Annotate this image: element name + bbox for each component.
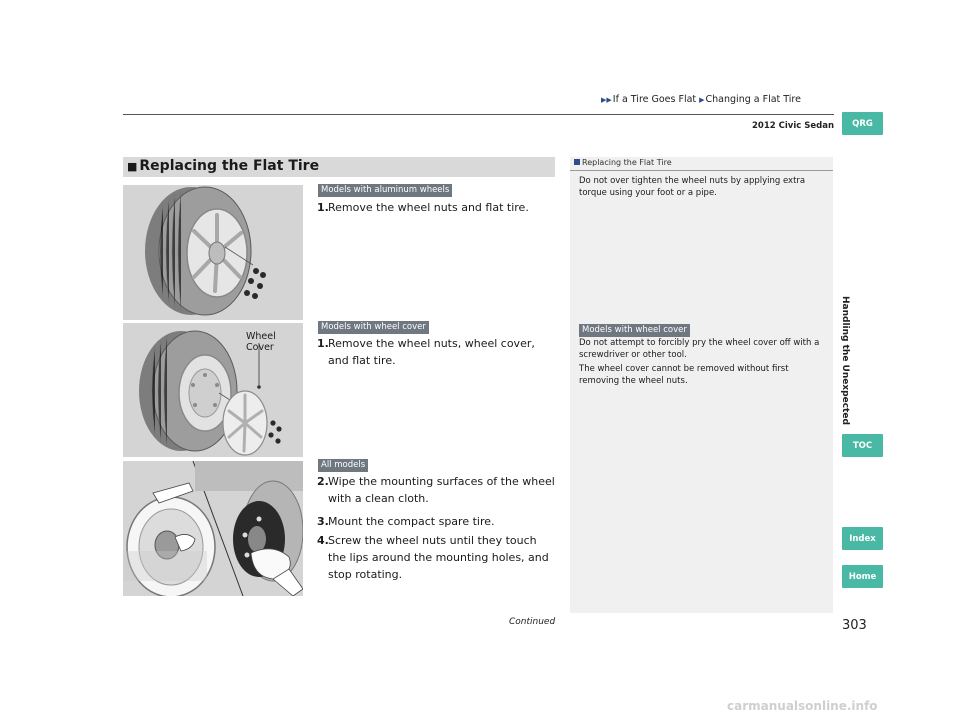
note-heading[interactable] bbox=[574, 158, 672, 167]
section-title bbox=[127, 158, 319, 174]
step-text: Remove the wheel nuts, wheel cover, and flat tire. bbox=[328, 337, 535, 367]
breadcrumb-item-changing[interactable]: Changing a Flat Tire bbox=[705, 94, 801, 105]
step-number: 1. bbox=[317, 337, 329, 350]
callout-line: Wheel bbox=[246, 331, 276, 342]
note-wheel-cover-badge: Models with wheel cover bbox=[579, 324, 690, 337]
wheel-cover-badge: Models with wheel cover bbox=[318, 321, 429, 334]
header-divider bbox=[123, 114, 834, 115]
callout-line: Cover bbox=[246, 342, 274, 353]
wheel-cover-illustration bbox=[123, 323, 303, 457]
step-mount-spare bbox=[317, 513, 555, 530]
model-title: 2012 Civic Sedan bbox=[752, 121, 834, 131]
note-text-torque: Do not over tighten the wheel nuts by applying extra torque using your foot or a pipe. bbox=[579, 176, 806, 198]
index-tab[interactable]: Index bbox=[842, 527, 883, 550]
note-text-cover-removal: The wheel cover cannot be removed without first removing the wheel nuts. bbox=[579, 364, 789, 386]
continued-label: Continued bbox=[509, 617, 556, 627]
step-remove-nuts-cover bbox=[317, 335, 555, 369]
toc-tab[interactable]: TOC bbox=[842, 434, 883, 457]
aluminum-wheels-badge: Models with aluminum wheels bbox=[318, 184, 452, 197]
note-divider bbox=[570, 170, 833, 171]
step-remove-nuts-aluminum bbox=[317, 199, 555, 216]
step-number: 2. bbox=[317, 475, 329, 488]
all-models-badge: All models bbox=[318, 459, 368, 472]
watermark: carmanualsonline.info bbox=[727, 699, 878, 713]
step-screw-nuts bbox=[317, 532, 555, 583]
step-text: Wipe the mounting surfaces of the wheel with a clean cloth. bbox=[328, 475, 555, 505]
arrow-right-icon: ▶ bbox=[699, 96, 705, 104]
arrow-right-icon: ▶▶ bbox=[601, 96, 612, 104]
breadcrumb-item-flat-tire[interactable]: If a Tire Goes Flat bbox=[612, 94, 697, 105]
note-marker-icon bbox=[574, 159, 580, 165]
step-text: Screw the wheel nuts until they touch the lips around the mounting holes, and stop rotating. bbox=[328, 534, 549, 581]
step-number: 1. bbox=[317, 201, 329, 214]
note-text-pry: Do not attempt to forcibly pry the wheel cover off with a screwdriver or other tool. bbox=[579, 338, 820, 360]
step-text: Mount the compact spare tire. bbox=[328, 515, 495, 528]
aluminum-wheel-illustration bbox=[123, 185, 303, 320]
square-bullet-icon: ■ bbox=[127, 160, 138, 173]
note-heading-text: Replacing the Flat Tire bbox=[582, 158, 672, 167]
home-tab[interactable]: Home bbox=[842, 565, 883, 588]
mounting-surface-illustration bbox=[123, 461, 303, 596]
step-number: 3. bbox=[317, 515, 329, 528]
step-number: 4. bbox=[317, 534, 329, 547]
step-text: Remove the wheel nuts and flat tire. bbox=[328, 201, 529, 214]
chapter-label: Handling the Unexpected bbox=[840, 296, 850, 425]
page-number: 303 bbox=[842, 618, 867, 633]
breadcrumb bbox=[601, 94, 801, 105]
wheel-cover-callout bbox=[246, 331, 276, 353]
step-wipe-surfaces bbox=[317, 473, 555, 507]
section-title-text: Replacing the Flat Tire bbox=[139, 158, 320, 174]
qrg-tab[interactable]: QRG bbox=[842, 112, 883, 135]
